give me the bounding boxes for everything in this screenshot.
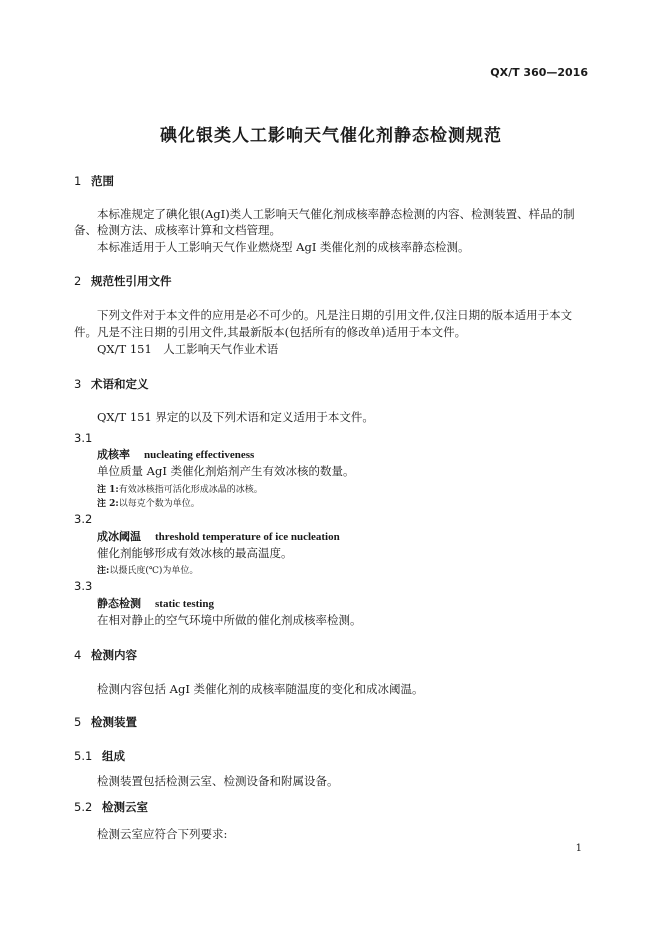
term-definition: 催化剂能够形成有效冰核的最高温度。 [97, 546, 293, 560]
subsection-5-1-heading [74, 748, 125, 764]
note-label: 注 1: [97, 485, 119, 495]
section-title: 检测内容 [91, 648, 137, 662]
document-title: 碘化银类人工影响天气催化剂静态检测规范 [160, 126, 502, 146]
note [97, 563, 198, 576]
standard-number: QX/T 360—2016 [490, 66, 588, 79]
note-text: 以每克个数为单位。 [118, 499, 200, 509]
term-en: threshold temperature of ice nucleation [155, 531, 340, 543]
section-3-heading [74, 376, 149, 392]
section-number: 5 [74, 715, 82, 729]
note-label: 注 2: [97, 499, 119, 509]
note [97, 496, 200, 509]
term-cn: 成冰阈温 [97, 530, 141, 543]
section-number: 3 [74, 377, 82, 391]
note-text: 有效冰核指可活化形成冰晶的冰核。 [118, 485, 263, 495]
section-2-heading [74, 273, 172, 289]
term-heading [97, 528, 340, 544]
subsection-5-2-heading [74, 799, 148, 815]
note-label: 注: [97, 566, 110, 576]
paragraph: 检测云室应符合下列要求: [97, 827, 228, 841]
subsection-number: 5.1 [74, 749, 93, 763]
reference-item: QX/T 151 人工影响天气作业术语 [97, 342, 279, 356]
subsection-title: 组成 [102, 749, 125, 763]
term-definition: 在相对静止的空气环境中所做的催化剂成核率检测。 [97, 613, 362, 627]
paragraph: 本标准适用于人工影响天气作业燃烧型 AgI 类催化剂的成核率静态检测。 [97, 240, 470, 254]
section-title: 范围 [91, 174, 114, 188]
section-number: 1 [74, 174, 82, 188]
paragraph: 检测内容包括 AgI 类催化剂的成核率随温度的变化和成冰阈温。 [97, 682, 424, 696]
section-title: 术语和定义 [91, 377, 149, 391]
term-heading [97, 446, 254, 462]
term-cn: 成核率 [97, 448, 130, 461]
paragraph: 备、检测方法、成核率计算和文档管理。 [74, 223, 281, 237]
section-1-heading [74, 173, 114, 189]
section-number: 2 [74, 274, 82, 288]
section-title: 检测装置 [91, 715, 137, 729]
term-number: 3.1 [74, 431, 93, 445]
term-cn: 静态检测 [97, 597, 141, 610]
section-number: 4 [74, 648, 82, 662]
paragraph: 本标准规定了碘化银(AgI)类人工影响天气催化剂成核率静态检测的内容、检测装置、样品的制 [97, 207, 575, 221]
term-number: 3.3 [74, 579, 93, 593]
section-title: 规范性引用文件 [91, 274, 172, 288]
term-en: static testing [155, 598, 214, 610]
term-number: 3.2 [74, 512, 93, 526]
paragraph: 下列文件对于本文件的应用是必不可少的。凡是注日期的引用文件,仅注日期的版本适用于本文 [97, 308, 573, 322]
term-definition: 单位质量 AgI 类催化剂焰剂产生有效冰核的数量。 [97, 464, 355, 478]
note [97, 482, 263, 495]
section-5-heading [74, 714, 137, 730]
subsection-number: 5.2 [74, 800, 93, 814]
term-en: nucleating effectiveness [144, 449, 255, 461]
paragraph: 件。凡是不注日期的引用文件,其最新版本(包括所有的修改单)适用于本文件。 [74, 325, 467, 339]
paragraph: QX/T 151 界定的以及下列术语和定义适用于本文件。 [97, 410, 374, 424]
subsection-title: 检测云室 [102, 800, 148, 814]
paragraph: 检测装置包括检测云室、检测设备和附属设备。 [97, 774, 339, 788]
term-heading [97, 595, 214, 611]
note-text: 以摄氏度(℃)为单位。 [109, 566, 199, 576]
page-number: 1 [575, 843, 582, 854]
section-4-heading [74, 647, 137, 663]
